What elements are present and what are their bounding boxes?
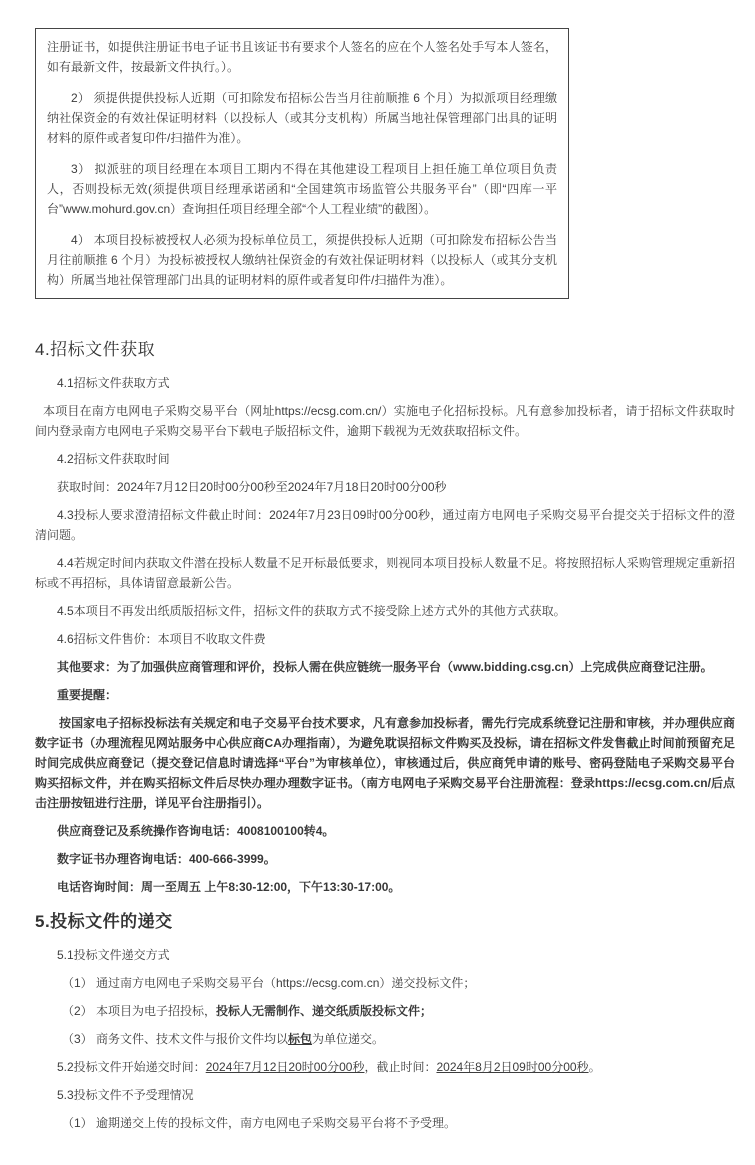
clause-5-1-item-2-bold: 投标人无需制作、递交纸质版投标文件；	[216, 1004, 433, 1018]
clause-5-2	[35, 1057, 735, 1077]
clause-5-1-item-3-package-term: 标包	[288, 1032, 313, 1046]
clause-4-1-label: 4.1招标文件获取方式	[57, 376, 170, 390]
clause-5-2-mid: ，截止时间：	[364, 1060, 437, 1074]
phone-digital-certificate: 数字证书办理咨询电话：400-666-3999。	[57, 852, 276, 866]
notice-paragraph-4: 4） 本项目投标被授权人必须为投标单位员工，须提供投标人近期（可扣除发布招标公告当月往前顺推 6 个月）为投标被授权人缴纳社保资金的有效社保证明材料（以投标人（或其分支机构）所属当地社保管理部门出具的证明材料的原件或者复印件/扫描件为准）。	[47, 233, 557, 287]
clause-4-6: 4.6招标文件售价：本项目不收取文件费	[57, 632, 266, 646]
phone-supplier-registration: 供应商登记及系统操作咨询电话：4008100100转4。	[57, 824, 335, 838]
clause-4-1-body: 本项目在南方电网电子采购交易平台（网址https://ecsg.com.cn/）实施电子化招标投标。凡有意参加投标者，请于招标文件获取时间内登录南方电网电子采购交易平台下载电子版招标文件，逾期下载视为无效获取招标文件。	[35, 404, 735, 438]
clause-5-1-label: 5.1投标文件递交方式	[57, 948, 170, 962]
clause-5-3-item-1: （1） 逾期递交上传的投标文件，南方电网电子采购交易平台将不予受理。	[62, 1116, 457, 1130]
phone-consult-hours: 电话咨询时间：周一至周五 上午8:30-12:00，下午13:30-17:00。	[57, 880, 401, 894]
clause-5-2-tail: 。	[588, 1060, 601, 1074]
notice-box	[35, 28, 569, 299]
important-notice-label: 重要提醒：	[57, 688, 118, 702]
clause-5-1-item-2	[35, 1001, 735, 1021]
submission-start-time: 2024年7月12日20时00分00秒	[205, 1060, 365, 1074]
clause-5-1-item-3-text: （3） 商务文件、技术文件与报价文件均以	[62, 1032, 289, 1046]
clause-4-2-label: 4.2招标文件获取时间	[57, 452, 170, 466]
clause-4-5: 4.5本项目不再发出纸质版招标文件，招标文件的获取方式不接受除上述方式外的其他方式获取。	[57, 604, 566, 618]
section4-title: 4.招标文件获取	[35, 340, 156, 359]
submission-deadline: 2024年8月2日09时00分00秒	[436, 1060, 589, 1074]
important-notice-body: 按国家电子招标投标法有关规定和电子交易平台技术要求，凡有意参加投标者，需先行完成系统登记注册和审核，并办理供应商数字证书（办理流程见网站服务中心供应商CA办理指南），为避免耽误招标文件购买及投标，请在招标文件发售截止时间前预留充足时间完成供应商登记（提交登记信息时请选择“平台”为审核单位），审核通过后，供应商凭申请的账号、密码登陆电子采购交易平台购买招标文件，并在购买招标文件后尽快办理办理数字证书。（南方电网电子采购交易平台注册流程：登录https://ecsg.com.cn/后点击注册按钮进行注册，详见平台注册指引）。	[35, 716, 735, 810]
clause-5-2-label: 5.2投标文件开始递交时间：	[57, 1060, 206, 1074]
clause-4-2-body: 获取时间：2024年7月12日20时00分00秒至2024年7月18日20时00分00秒	[57, 480, 447, 494]
clause-5-3-label: 5.3投标文件不予受理情况	[57, 1088, 194, 1102]
clause-5-1-item-3	[35, 1029, 735, 1049]
section5-title: 5.投标文件的递交	[35, 912, 173, 931]
other-requirements: 其他要求：为了加强供应商管理和评价，投标人需在供应链统一服务平台（www.bidding.csg.cn）上完成供应商登记注册。	[57, 660, 713, 674]
notice-paragraph-2: 2） 须提供提供投标人近期（可扣除发布招标公告当月往前顺推 6 个月）为拟派项目经理缴纳社保资金的有效社保证明材料（以投标人（或其分支机构）所属当地社保管理部门出具的证明材料的原件或者复印件/扫描件为准）。	[47, 91, 557, 145]
clause-5-1-item-3-tail: 为单位递交。	[312, 1032, 385, 1046]
notice-paragraph-1: 注册证书，如提供注册证书电子证书且该证书有要求个人签名的应在个人签名处手写本人签名，如有最新文件，按最新文件执行。）。	[47, 40, 557, 74]
clause-5-1-item-1: （1） 通过南方电网电子采购交易平台（https://ecsg.com.cn）递交投标文件；	[62, 976, 476, 990]
clause-5-1-item-2-text: （2） 本项目为电子招投标，	[62, 1004, 217, 1018]
clause-4-3: 4.3投标人要求澄清招标文件截止时间：2024年7月23日09时00分00秒，通过南方电网电子采购交易平台提交关于招标文件的澄清问题。	[35, 508, 735, 542]
clause-4-4: 4.4若规定时间内获取文件潜在投标人数量不足开标最低要求，则视同本项目投标人数量不足。将按照招标人采购管理规定重新招标或不再招标，具体请留意最新公告。	[35, 556, 735, 590]
notice-paragraph-3: 3） 拟派驻的项目经理在本项目工期内不得在其他建设工程项目上担任施工单位项目负责人，否则投标无效(须提供项目经理承诺函和“全国建筑市场监管公共服务平台”（即“四库一平台”www.mohurd.gov.cn）查询担任项目经理全部“个人工程业绩”的截图）。	[47, 162, 557, 216]
